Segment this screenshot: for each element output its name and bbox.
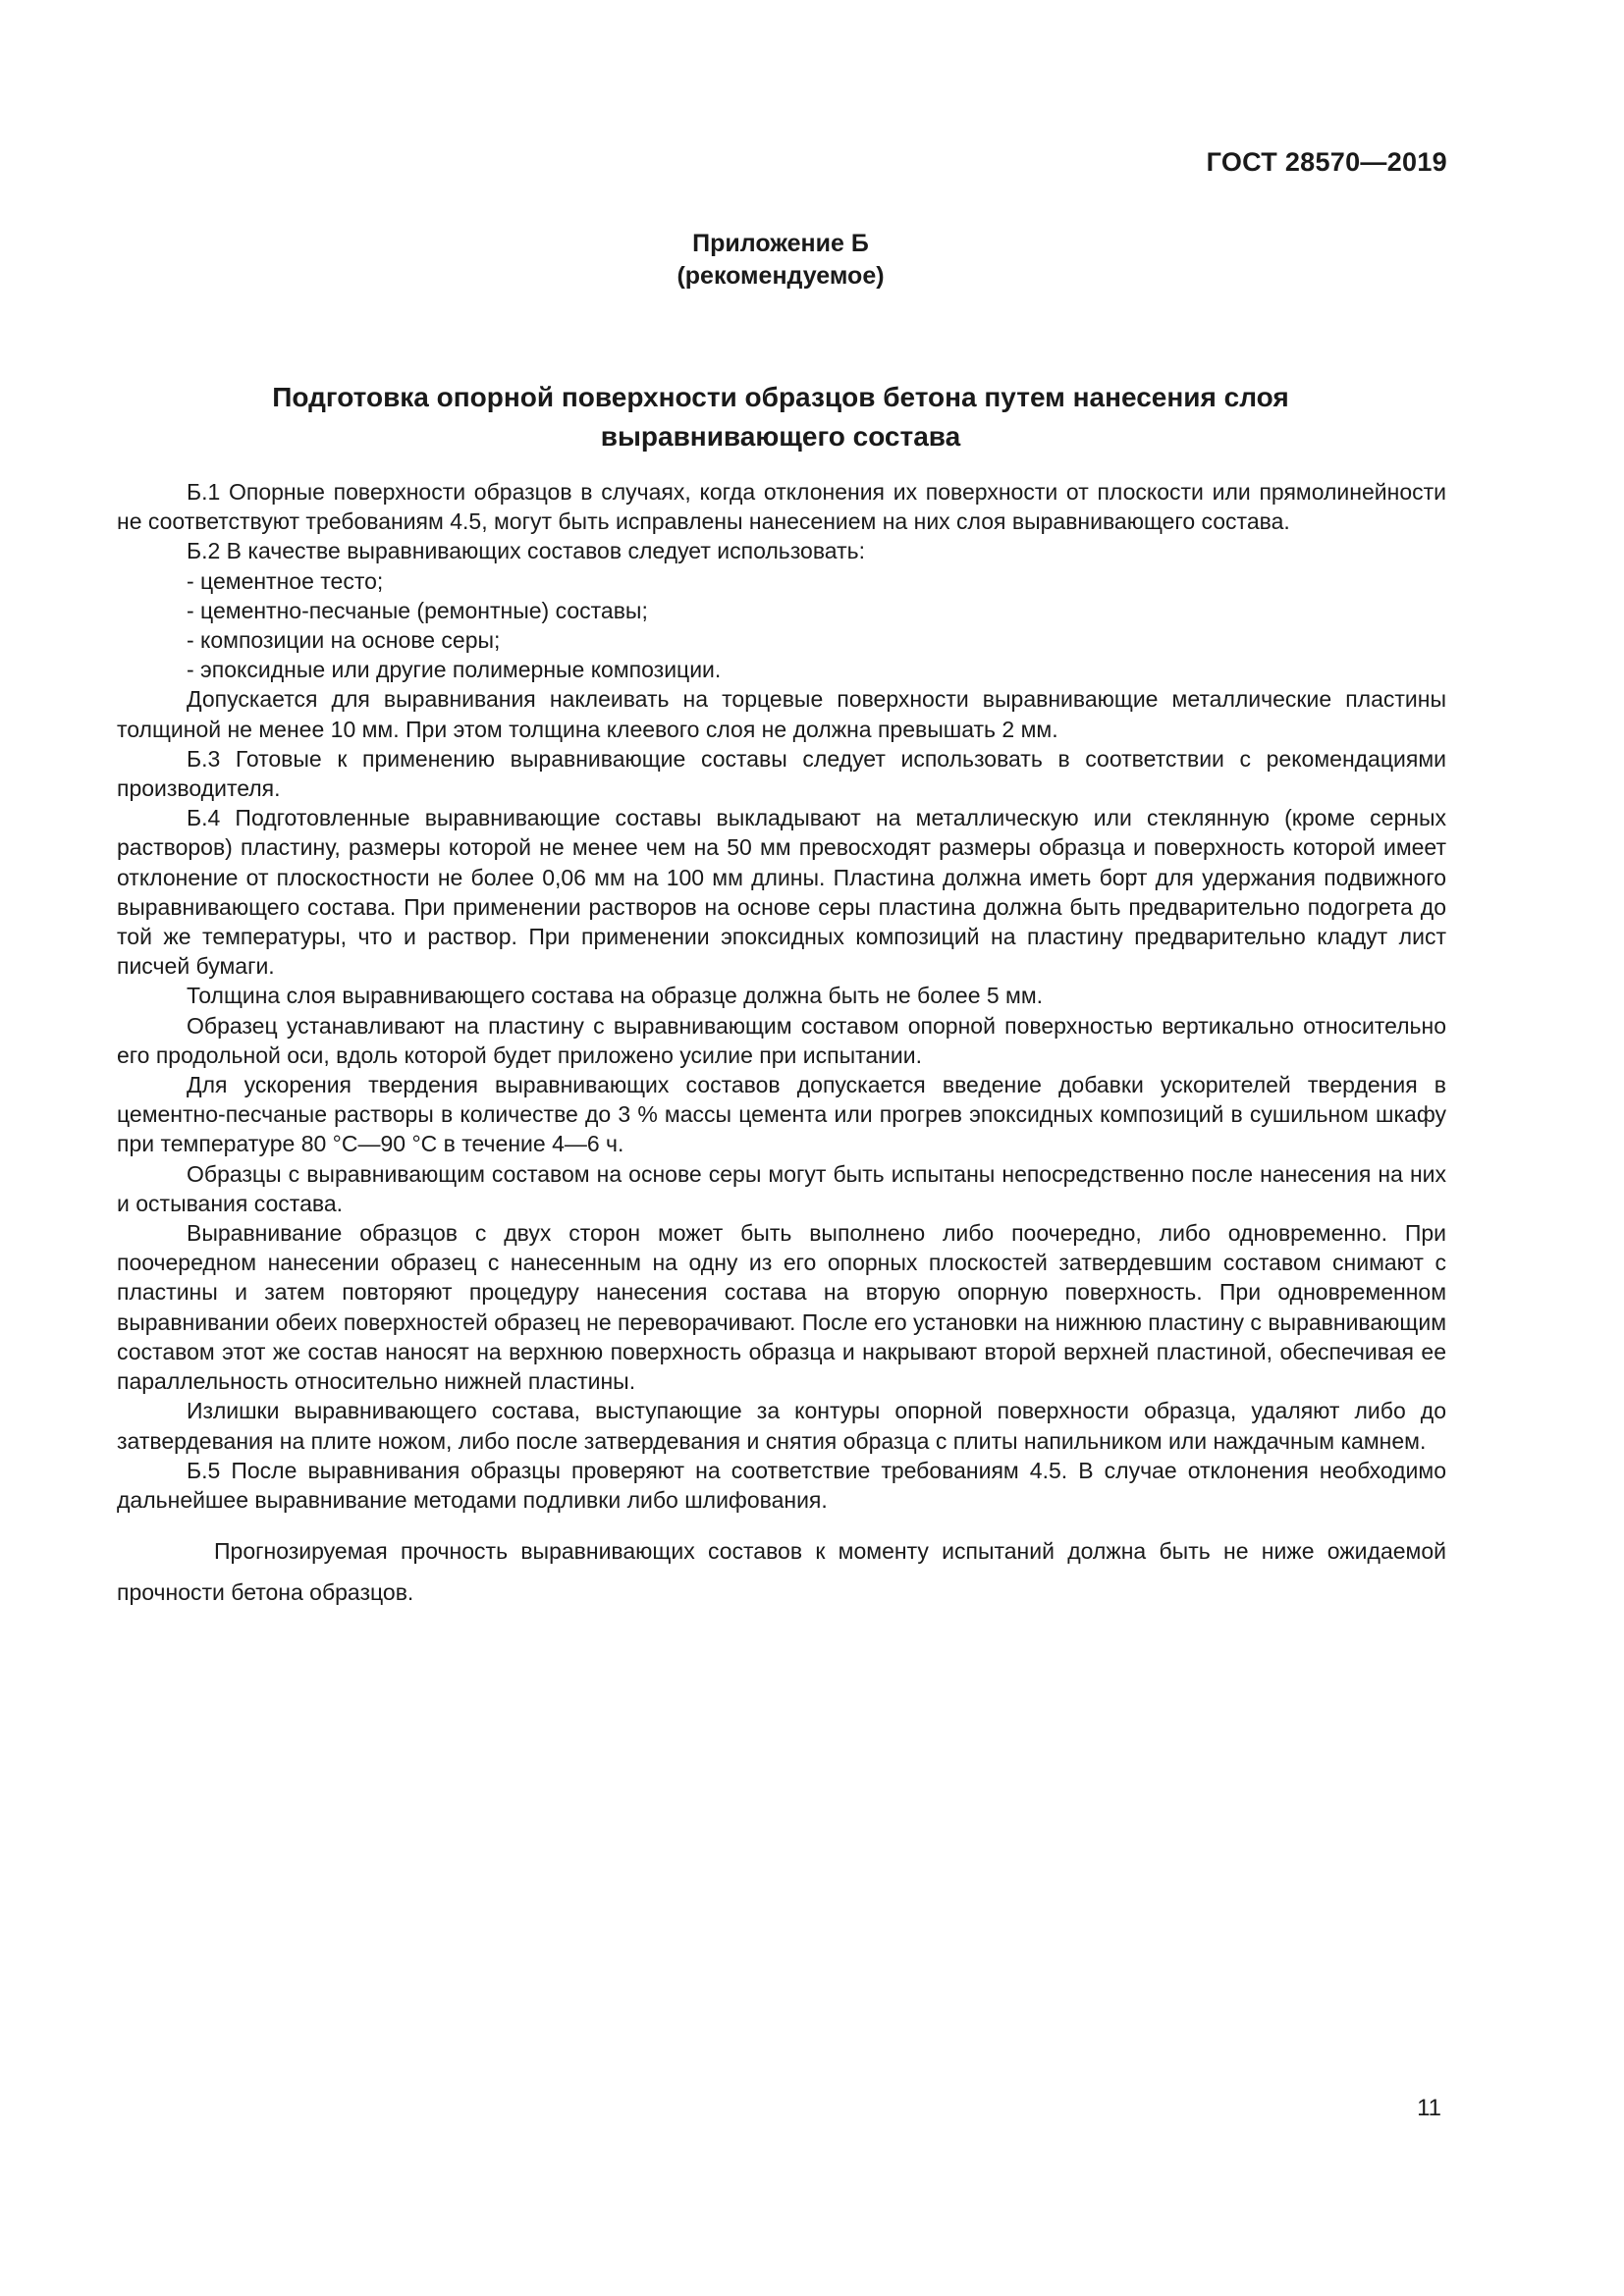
paragraph-b1: Б.1 Опорные поверхности образцов в случаях, когда отклонения их поверхности от плоскости или прямолинейности не соответствуют требованиям 4.5, могут быть исправлены нанесением на них слоя выравнивающего состава. — [117, 479, 1446, 535]
list-item: - композиции на основе серы; — [187, 627, 501, 654]
appendix-status: (рекомендуемое) — [677, 262, 885, 290]
appendix-heading — [0, 228, 1561, 293]
section-title-line-2: выравнивающего состава — [600, 421, 961, 452]
list-item: - цементное тесто; — [187, 567, 384, 594]
section-title — [196, 378, 1365, 456]
paragraph: Прогнозируемая прочность выравнивающих составов к моменту испытаний должна быть не ниже ожидаемой прочности бетона образцов. — [117, 1538, 1446, 1606]
section-title-line-1: Подготовка опорной поверхности образцов бетона путем нанесения слоя — [272, 382, 1289, 412]
paragraph-b4: Б.4 Подготовленные выравнивающие составы выкладывают на металлическую или стеклянную (кроме серных растворов) пластину, размеры которой не менее чем на 50 мм превосходят размеры образца и поверхность которой имеет отклонение от плоскостности не более 0,06 мм на 100 мм длины. Пластина должна иметь борт для удержания подвижного выравнивающего состава. При применении растворов на основе серы пластина должна быть предварительно подогрета до той же температуры, что и раствор. При применении эпоксидных композиций на пластину предварительно кладут лист писчей бумаги. — [117, 805, 1446, 980]
list-item: - эпоксидные или другие полимерные композиции. — [187, 657, 722, 683]
paragraph: Для ускорения твердения выравнивающих составов допускается введение добавки ускорителей твердения в цементно-песчаные растворы в количестве до 3 % массы цемента или прогрев эпоксидных композиций в сушильном шкафу при температуре 80 °С—90 °С в течение 4—6 ч. — [117, 1072, 1446, 1157]
paragraph: Образец устанавливают на пластину с выравнивающим составом опорной поверхностью вертикально относительно его продольной оси, вдоль которой будет приложено усилие при испытании. — [117, 1012, 1446, 1068]
list-item: - цементно-песчаные (ремонтные) составы; — [187, 597, 648, 623]
appendix-label: Приложение Б — [692, 230, 869, 257]
paragraph: Толщина слоя выравнивающего состава на образце должна быть не более 5 мм. — [187, 983, 1044, 1009]
paragraph: Допускается для выравнивания наклеивать на торцевые поверхности выравнивающие металлические пластины толщиной не менее 10 мм. При этом толщина клеевого слоя не должна превышать 2 мм. — [117, 686, 1446, 742]
paragraph-b5: Б.5 После выравнивания образцы проверяют на соответствие требованиям 4.5. В случае отклонения необходимо дальнейшее выравнивание методами подливки либо шлифования. — [117, 1457, 1446, 1513]
page-number: 11 — [1417, 2095, 1441, 2121]
paragraph-b3: Б.3 Готовые к применению выравнивающие составы следует использовать в соответствии с рекомендациями производителя. — [117, 745, 1446, 802]
paragraph: Выравнивание образцов с двух сторон может быть выполнено либо поочередно, либо одновременно. При поочередном нанесении образец с нанесенным на одну из его опорных плоскостей затвердевшим составом снимают с пластины и затем повторяют процедуру нанесения состава на вторую опорную поверхность. При одновременном выравнивании обеих поверхностей образец не переворачивают. После его установки на нижнюю пластину с выравнивающим составом этот же состав наносят на верхнюю поверхность образца и накрывают второй верхней пластиной, обеспечивая ее параллельность относительно нижней пластины. — [117, 1220, 1447, 1395]
paragraph: Образцы с выравнивающим составом на основе серы могут быть испытаны непосредственно после нанесения на них и остывания состава. — [117, 1160, 1446, 1216]
paragraph-b2: Б.2 В качестве выравнивающих составов следует использовать: — [187, 538, 865, 564]
paragraph: Излишки выравнивающего состава, выступающие за контуры опорной поверхности образца, удаляют либо до затвердевания на плите ножом, либо после затвердевания и снятия образца с плиты напильником или наждачным камнем. — [117, 1398, 1446, 1454]
standard-code: ГОСТ 28570—2019 — [1206, 147, 1447, 177]
document-body — [117, 477, 1446, 1613]
